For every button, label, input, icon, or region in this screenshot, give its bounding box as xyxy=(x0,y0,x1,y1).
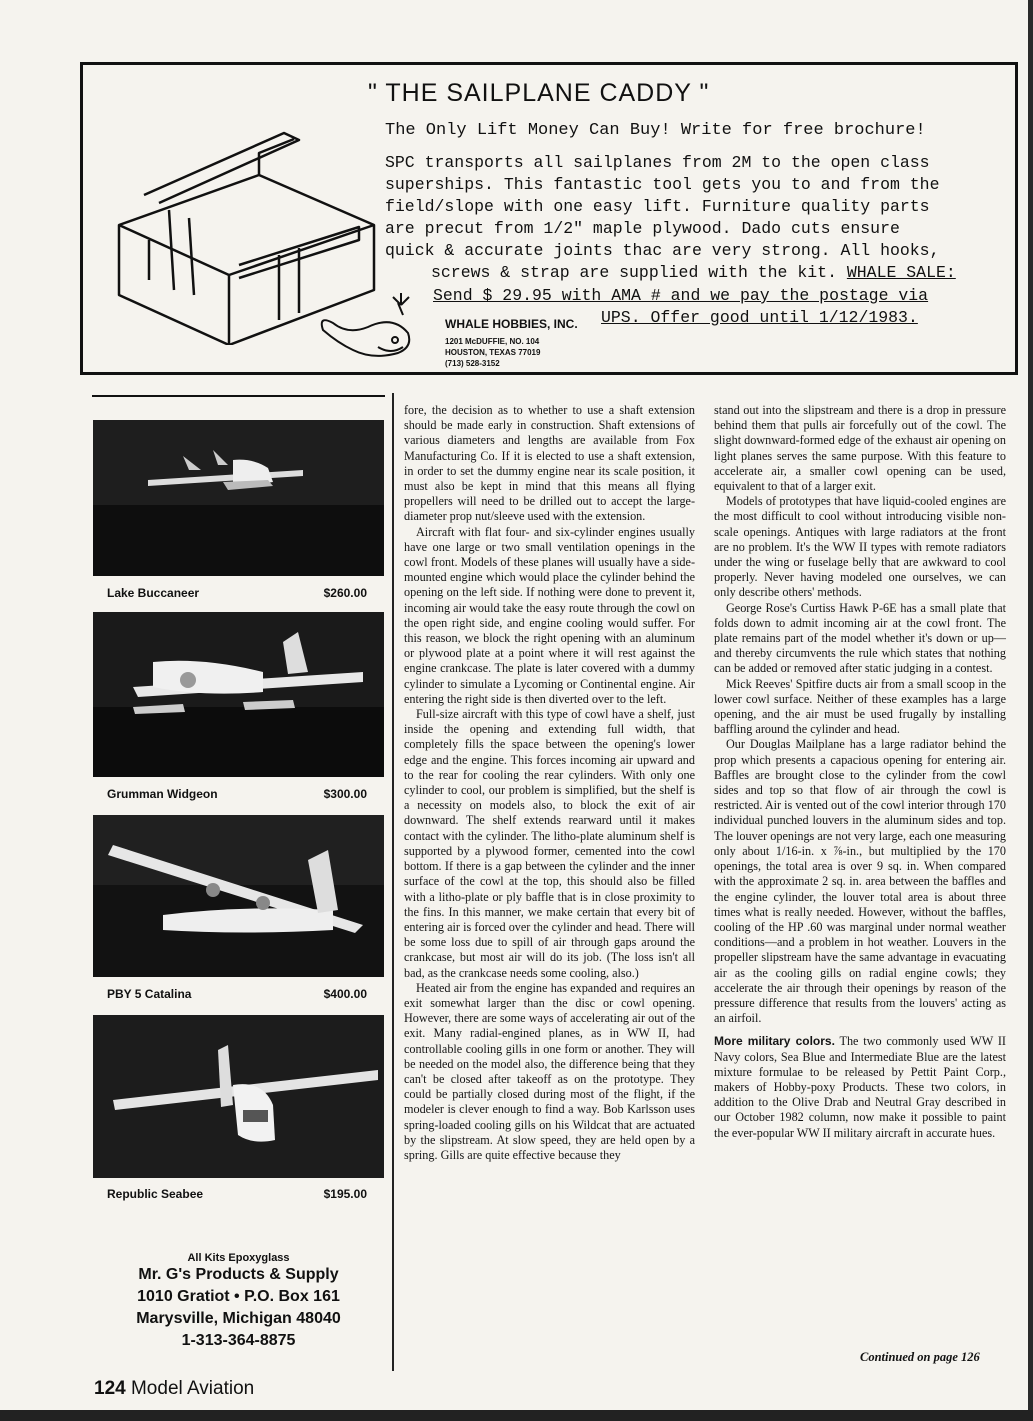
page-number: 124 xyxy=(94,1378,126,1399)
ad-body-line-6: screws & strap are supplied with the kit. xyxy=(431,263,837,282)
paragraph: Our Douglas Mailplane has a large radiator behind the prop which presents a capacious opening for entering air. Baffles are brought close to the cylinder from the cowl sides and top so that flow of air through the cowl is restricted. Air is vented out of the cowl interior through 170 individual punched louvers in the aluminum sides and top. The louver openings are not very large, each one measuring only about 1/16-in. x ⅞-in., but multiplied by the 170 openings, the total area is over 9 sq. in. When compared with the approximate 2 sq. in. area between the baffles and the engine cylinder, the louver total area is about three times what is really needed. However, without the baffles, cooling of the HP .60 was marginal under normal weather conditions—and a problem in hot weather. Louvers in the propeller slipstream have the same advantage in evacuating air as the cooling gills on radial engine cowls; they accelerate the air through their openings by reason of the pressure difference that results from the louvers' acting as an airfoil. xyxy=(714,737,1006,1026)
paragraph: Full-size aircraft with this type of cowl have a shelf, just inside the opening and extending full width, that completely fills the space between the opening's lower edge and the engine. This forces incoming air upward and to the rear for cooling the rear cylinders. With only one cylinder to cool, our problem is simplified, but the shelf is a necessity on models also, to block the exit of air downward. The shelf extends rearward until it makes contact with the cylinder. The litho-plate aluminum shelf is supported by a plywood former, cemented into the cowl bottom. If there is a gap between the cylinder and the inner surface of the cowl at the top, this should also be filled with a litho-plate or ply baffle that is in close proximity to the fins. In this manner, we make certain that every bit of entering air is forced over the cylinder and head. There will be some loss due to spill of air through gaps around the crankcase, but most air will do its job. (The loss isn't all bad, as the crankcase needs some cooling, also.) xyxy=(404,707,695,980)
photo-grumman-widgeon xyxy=(93,612,384,777)
whale-sale-label: WHALE SALE: xyxy=(846,263,956,282)
kit-caption-2 xyxy=(107,787,367,801)
vendor-name: Mr. G's Products & Supply xyxy=(138,1266,339,1283)
section-text: The two commonly used WW II Navy colors, Sea Blue and Intermediate Blue are the latest mixture formulae to be released by Pettit Paint Corp., makers of Hobby-poxy Products. These two colors, in addition to the Olive Drab and Neutral Gray described in our October 1982 column, now make it possible to paint the ever-popular WW II military aircraft in accurate hues. xyxy=(714,1034,1006,1140)
scan-edge xyxy=(0,1410,1033,1421)
ad-body-line-5: quick & accurate joints thac are very strong. All hooks, xyxy=(385,241,940,260)
company-address-2: HOUSTON, TEXAS 77019 xyxy=(445,348,541,357)
ad-body-line-2: superships. This fantastic tool gets you to and from the xyxy=(385,175,940,194)
kit-price: $195.00 xyxy=(323,1187,367,1201)
kit-caption-3 xyxy=(107,987,367,1001)
company-name: WHALE HOBBIES, INC. xyxy=(445,317,578,331)
section-paragraph xyxy=(714,1034,1006,1140)
vendor-tagline: All Kits Epoxyglass xyxy=(187,1252,290,1264)
page-footer xyxy=(94,1378,254,1400)
kit-price: $300.00 xyxy=(323,787,367,801)
kit-caption-4 xyxy=(107,1187,367,1201)
ad-body-line-3: field/slope with one easy lift. Furniture quality parts xyxy=(385,197,930,216)
company-address-1: 1201 McDUFFIE, NO. 104 xyxy=(445,337,540,346)
ad-body-line-1: SPC transports all sailplanes from 2M to the open class xyxy=(385,153,930,172)
kit-name: Republic Seabee xyxy=(107,1187,204,1201)
kit-price: $400.00 xyxy=(323,987,367,1001)
ad-body-line-4: are precut from 1/2" maple plywood. Dado cuts ensure xyxy=(385,219,900,238)
whale-logo-icon xyxy=(313,285,423,365)
scan-edge xyxy=(1028,0,1033,1421)
continued-note: Continued on page 126 xyxy=(860,1350,980,1364)
kit-name: Lake Buccaneer xyxy=(107,586,200,600)
ad-offer-line: Send $ 29.95 with AMA # and we pay the postage via xyxy=(433,286,929,305)
kit-price: $260.00 xyxy=(323,586,367,600)
kit-caption-1 xyxy=(107,586,367,600)
sailplane-caddy-ad xyxy=(80,62,1018,375)
magazine-name: Model Aviation xyxy=(130,1378,255,1399)
column-rule xyxy=(392,393,394,1371)
photo-republic-seabee xyxy=(93,1015,384,1178)
kit-name: Grumman Widgeon xyxy=(107,787,218,801)
article-column-3 xyxy=(714,403,1006,1141)
paragraph: Heated air from the engine has expanded and requires an exit somewhat larger than the disc or cowl opening. However, there are some ways of accelerating air out of the exit. Many radial-engined planes, as in WW II, had controllable cooling gills in one form or another. They will be needed on the model also, the difference being that they can't be closed after takeoff as on the prototype. They could be partially closed during most of the flight, if the modeler is clever enough to find a way. Bob Karlsson uses spring-loaded cooling gills on his Wildcat that are actuated by the slipstream. At slow speed, they are held open by a spring. Gills are quite effective because they xyxy=(404,980,695,1162)
paragraph: fore, the decision as to whether to use a shaft extension should be made early in construction. Shaft extensions of various diameters and lengths are available from Fox Manufacturing Co. If it is elected to use a shaft extension, in order to set the dummy engine near its scale position, it must also be kept in mind that this means all flying propellers will need to be drilled out to accept the large-diameter prop nut/sleeve used with the extension. xyxy=(404,403,695,524)
kit-name: PBY 5 Catalina xyxy=(107,987,192,1001)
ad-title: " THE SAILPLANE CADDY " xyxy=(368,79,710,107)
vendor-city: Marysville, Michigan 48040 xyxy=(136,1310,341,1327)
photo-pby-catalina xyxy=(93,815,384,977)
divider xyxy=(92,395,385,397)
paragraph: stand out into the slipstream and there is a drop in pressure behind them that pulls air forcefully out of the cowl. The slight downward-formed edge of the exhaust air opening on light planes serves the same purpose. With this feature to accelerate air, a smaller cowl opening can be used, equivalent to that of a larger exit. xyxy=(714,403,1006,494)
paragraph: George Rose's Curtiss Hawk P-6E has a small plate that folds down to admit incoming air at the cowl front. The plate remains part of the model whether it's down or up—and thereby circumvents the rule which states that nothing can be added or removed after static judging in a contest. xyxy=(714,600,1006,676)
ad-offer-line-2: UPS. Offer good until 1/12/1983. xyxy=(601,308,918,327)
company-phone: (713) 528-3152 xyxy=(445,359,500,368)
paragraph: Aircraft with flat four- and six-cylinder engines usually have one large or two small ventilation openings in the cowl front. Models of these planes will usually have a side-mounted engine which would place the cylinder behind the opening on the left side. If nothing were done to prevent it, incoming air would take the easy route through the cowl on the open right side, and engine cooling would suffer. For this reason, we block the right opening with an aluminum or plywood plate at a point where it will rest against the engine crankcase. The plate is later covered with a dummy cylinder to simulate a Lycoming or Continental engine. Air entering the right side is then diverted over to the left. xyxy=(404,524,695,706)
section-heading: More military colors. xyxy=(714,1034,835,1049)
vendor-phone: 1-313-364-8875 xyxy=(181,1332,296,1349)
article-column-2 xyxy=(404,403,695,1163)
paragraph: Mick Reeves' Spitfire ducts air from a small scoop in the lower cowl surface. Neither of these examples has a large opening, and the air must be used frugally by installing baffling around the cylinder and head. xyxy=(714,676,1006,737)
paragraph: Models of prototypes that have liquid-cooled engines are the most difficult to cool without introducing visible non-scale openings. Antiques with large radiators at the front are no problem. It's the WW II types with remote radiators under the wing or fuselage belly that are awkward to cool properly. Never having modeled one ourselves, we can only describe others' methods. xyxy=(714,494,1006,600)
vendor-address: 1010 Gratiot • P.O. Box 161 xyxy=(137,1288,340,1305)
photo-lake-buccaneer xyxy=(93,420,384,576)
ad-tagline: The Only Lift Money Can Buy! Write for free brochure! xyxy=(385,121,926,140)
